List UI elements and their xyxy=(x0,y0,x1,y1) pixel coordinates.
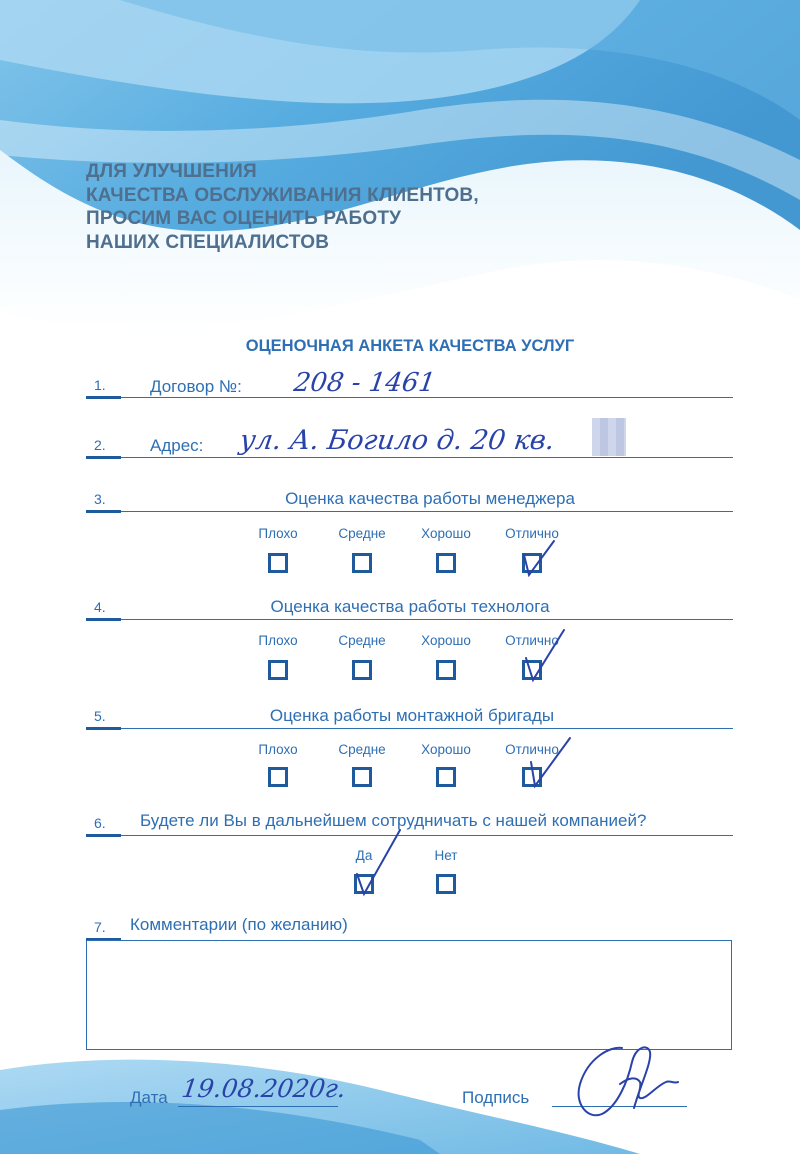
answer-line xyxy=(121,728,733,729)
number-underline xyxy=(86,456,121,459)
option-label-good: Хорошо xyxy=(421,526,471,541)
checkbox-good[interactable] xyxy=(436,553,456,573)
checkmark-icon xyxy=(520,626,568,684)
option-label-bad: Плохо xyxy=(258,633,298,648)
number-underline xyxy=(86,727,121,730)
address-value[interactable]: ул. А. Богило д. 20 кв. xyxy=(237,425,557,456)
redacted-apartment xyxy=(592,418,626,456)
question-number: 1. xyxy=(94,377,106,393)
intro-text xyxy=(86,160,479,254)
question-number: 7. xyxy=(94,919,106,935)
option-label-no: Нет xyxy=(434,848,458,863)
question-number: 3. xyxy=(94,491,106,507)
answer-line xyxy=(121,511,733,512)
option-label-bad: Плохо xyxy=(258,526,298,541)
number-underline xyxy=(86,396,121,399)
option-label-good: Хорошо xyxy=(421,633,471,648)
signature-label: Подпись xyxy=(462,1088,530,1107)
contract-number-value[interactable]: 208 - 1461 xyxy=(291,368,438,398)
option-label-bad: Плохо xyxy=(258,742,298,757)
intro-line: КАЧЕСТВА ОБСЛУЖИВАНИЯ КЛИЕНТОВ, xyxy=(86,184,479,206)
checkbox-bad[interactable] xyxy=(268,660,288,680)
checkbox-bad[interactable] xyxy=(268,553,288,573)
checkmark-icon xyxy=(526,734,574,790)
handwritten-signature[interactable] xyxy=(570,1036,690,1126)
checkbox-average[interactable] xyxy=(352,553,372,573)
date-value[interactable]: 19.08.2020г. xyxy=(179,1074,348,1103)
address-label: Адрес: xyxy=(150,436,204,455)
form-title: ОЦЕНОЧНАЯ АНКЕТА КАЧЕСТВА УСЛУГ xyxy=(245,337,575,355)
answer-line xyxy=(121,835,733,836)
number-underline xyxy=(86,834,121,837)
checkbox-average[interactable] xyxy=(352,660,372,680)
manager-rating-title: Оценка качества работы менеджера xyxy=(285,489,575,508)
question-number: 2. xyxy=(94,437,106,453)
option-label-average: Средне xyxy=(338,526,386,541)
contract-label: Договор №: xyxy=(150,377,242,396)
option-label-average: Средне xyxy=(338,742,386,757)
question-number: 4. xyxy=(94,599,106,615)
option-label-yes: Да xyxy=(355,848,373,863)
checkbox-bad[interactable] xyxy=(268,767,288,787)
option-label-excellent: Отлично xyxy=(505,742,559,757)
number-underline xyxy=(86,618,121,621)
intro-line: ПРОСИМ ВАС ОЦЕНИТЬ РАБОТУ xyxy=(86,208,402,229)
checkbox-no[interactable] xyxy=(436,874,456,894)
question-number: 6. xyxy=(94,815,106,831)
answer-line xyxy=(121,457,733,458)
intro-line: ДЛЯ УЛУЧШЕНИЯ xyxy=(86,161,257,182)
date-line xyxy=(178,1106,338,1107)
option-label-good: Хорошо xyxy=(421,742,471,757)
number-underline xyxy=(86,510,121,513)
installation-rating-title: Оценка работы монтажной бригады xyxy=(269,706,555,725)
checkbox-average[interactable] xyxy=(352,767,372,787)
cooperation-question: Будете ли Вы в дальнейшем сотрудничать с нашей компанией? xyxy=(140,811,647,830)
answer-line xyxy=(121,619,733,620)
checkmark-icon xyxy=(520,535,560,580)
checkbox-good[interactable] xyxy=(436,660,456,680)
technologist-rating-title: Оценка качества работы технолога xyxy=(270,597,550,616)
option-label-average: Средне xyxy=(338,633,386,648)
date-label: Дата xyxy=(130,1088,168,1107)
checkmark-icon xyxy=(352,826,404,898)
comments-textarea[interactable] xyxy=(86,940,732,1050)
option-label-excellent: Отлично xyxy=(505,633,559,648)
intro-line: НАШИХ СПЕЦИАЛИСТОВ xyxy=(86,231,330,253)
option-label-excellent: Отлично xyxy=(505,526,559,541)
checkbox-good[interactable] xyxy=(436,767,456,787)
question-number: 5. xyxy=(94,708,106,724)
comments-label: Комментарии (по желанию) xyxy=(130,915,348,934)
